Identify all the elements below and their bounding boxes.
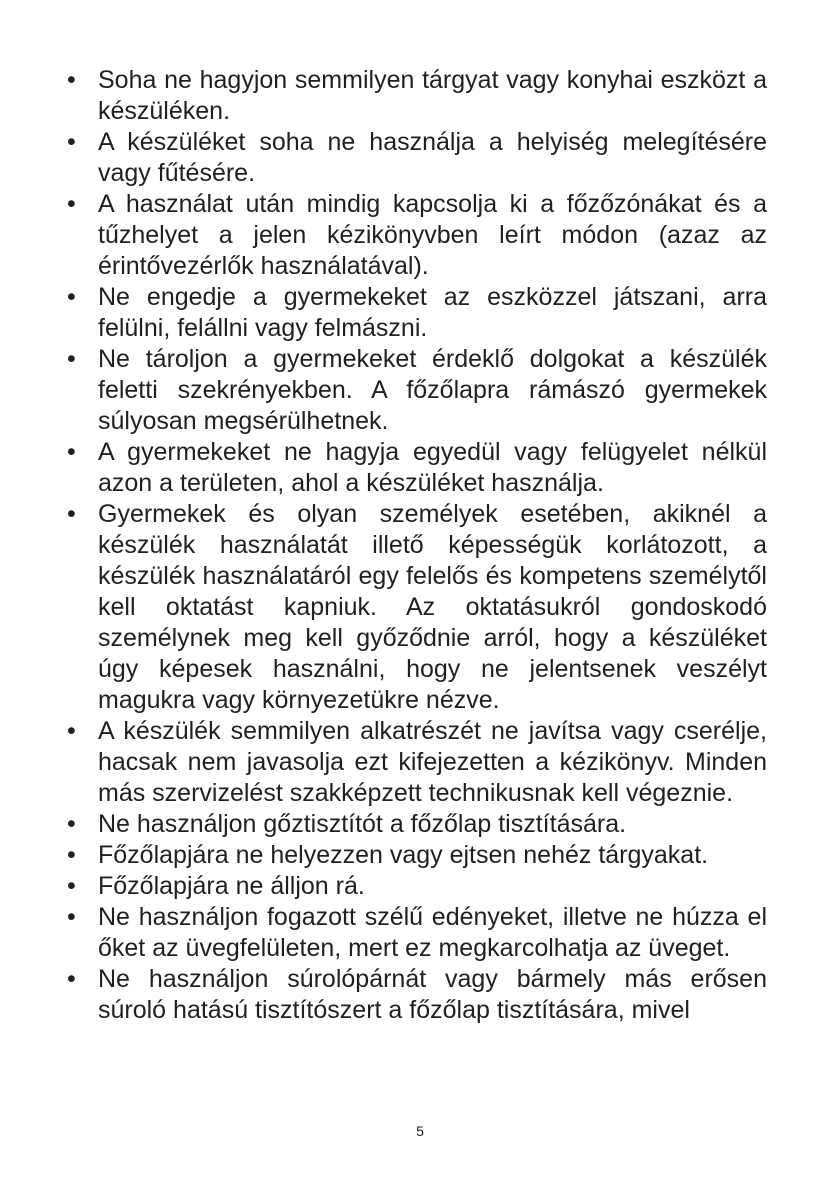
list-item bbox=[67, 716, 767, 809]
list-item bbox=[67, 902, 767, 964]
bullet-icon: • bbox=[67, 872, 76, 900]
bullet-icon: • bbox=[67, 965, 76, 993]
list-item-text: A gyermekeket ne hagyja egyedül vagy felügyelet nélkül azon a területen, ahol a készüléket használja. bbox=[98, 438, 767, 497]
bullet-icon: • bbox=[67, 717, 76, 745]
list-item-text: Ne használjon gőztisztítót a főzőlap tisztítására. bbox=[98, 810, 627, 838]
list-item bbox=[67, 127, 767, 189]
bullet-icon: • bbox=[67, 500, 76, 528]
list-item bbox=[67, 499, 767, 716]
list-item-text: Főzőlapjára ne helyezzen vagy ejtsen nehéz tárgyakat. bbox=[98, 841, 709, 869]
list-item bbox=[67, 964, 767, 1026]
bullet-icon: • bbox=[67, 903, 76, 931]
list-item bbox=[67, 809, 767, 840]
list-item-text: Ne tároljon a gyermekeket érdeklő dolgokat a készülék feletti szekrényekben. A főzőlapra rámászó gyermekek súlyosan megsérülhetnek. bbox=[98, 345, 767, 435]
list-item-text: A használat után mindig kapcsolja ki a főzőzónákat és a tűzhelyet a jelen kézikönyvben leírt módon (azaz az érintővezérlők használatával). bbox=[98, 190, 767, 280]
bullet-icon: • bbox=[67, 66, 76, 94]
list-item-text: A készülék semmilyen alkatrészét ne javítsa vagy cserélje, hacsak nem javasolja ezt kifejezetten a kézikönyv. Minden más szervizelést szakképzett technikusnak kell végeznie. bbox=[98, 717, 767, 807]
bullet-icon: • bbox=[67, 810, 76, 838]
list-item-text: Gyermekek és olyan személyek esetében, akiknél a készülék használatát illető képességük korlátozott, a készülék használatáról egy felelős és kompetens személytől kell oktatást kapniuk. Az oktatásukról gondoskodó személynek meg kell győződnie arról, hogy a készüléket úgy képesek használni, hogy ne jelentsenek veszélyt magukra vagy környezetükre nézve. bbox=[98, 500, 767, 714]
list-item bbox=[67, 282, 767, 344]
list-item bbox=[67, 344, 767, 437]
list-item-text: Soha ne hagyjon semmilyen tárgyat vagy konyhai eszközt a készüléken. bbox=[98, 66, 767, 125]
list-item-text: A készüléket soha ne használja a helyiség melegítésére vagy fűtésére. bbox=[98, 128, 767, 187]
bullet-icon: • bbox=[67, 345, 76, 373]
safety-instructions-list bbox=[67, 65, 767, 1026]
list-item bbox=[67, 871, 767, 902]
bullet-icon: • bbox=[67, 190, 76, 218]
bullet-icon: • bbox=[67, 128, 76, 156]
list-item bbox=[67, 437, 767, 499]
list-item bbox=[67, 189, 767, 282]
list-item-text: Ne használjon fogazott szélű edényeket, illetve ne húzza el őket az üvegfelületen, mert ez megkarcolhatja az üveget. bbox=[98, 903, 767, 962]
bullet-icon: • bbox=[67, 841, 76, 869]
list-item-text: Ne használjon súrolópárnát vagy bármely más erősen súroló hatású tisztítószert a főzőlap tisztítására, mivel bbox=[98, 965, 767, 1024]
list-item bbox=[67, 65, 767, 127]
page-number: 5 bbox=[416, 1123, 424, 1139]
list-item bbox=[67, 840, 767, 871]
list-item-text: Főzőlapjára ne álljon rá. bbox=[98, 872, 365, 900]
list-item-text: Ne engedje a gyermekeket az eszközzel játszani, arra felülni, felállni vagy felmászni. bbox=[98, 283, 767, 342]
bullet-icon: • bbox=[67, 438, 76, 466]
bullet-icon: • bbox=[67, 283, 76, 311]
